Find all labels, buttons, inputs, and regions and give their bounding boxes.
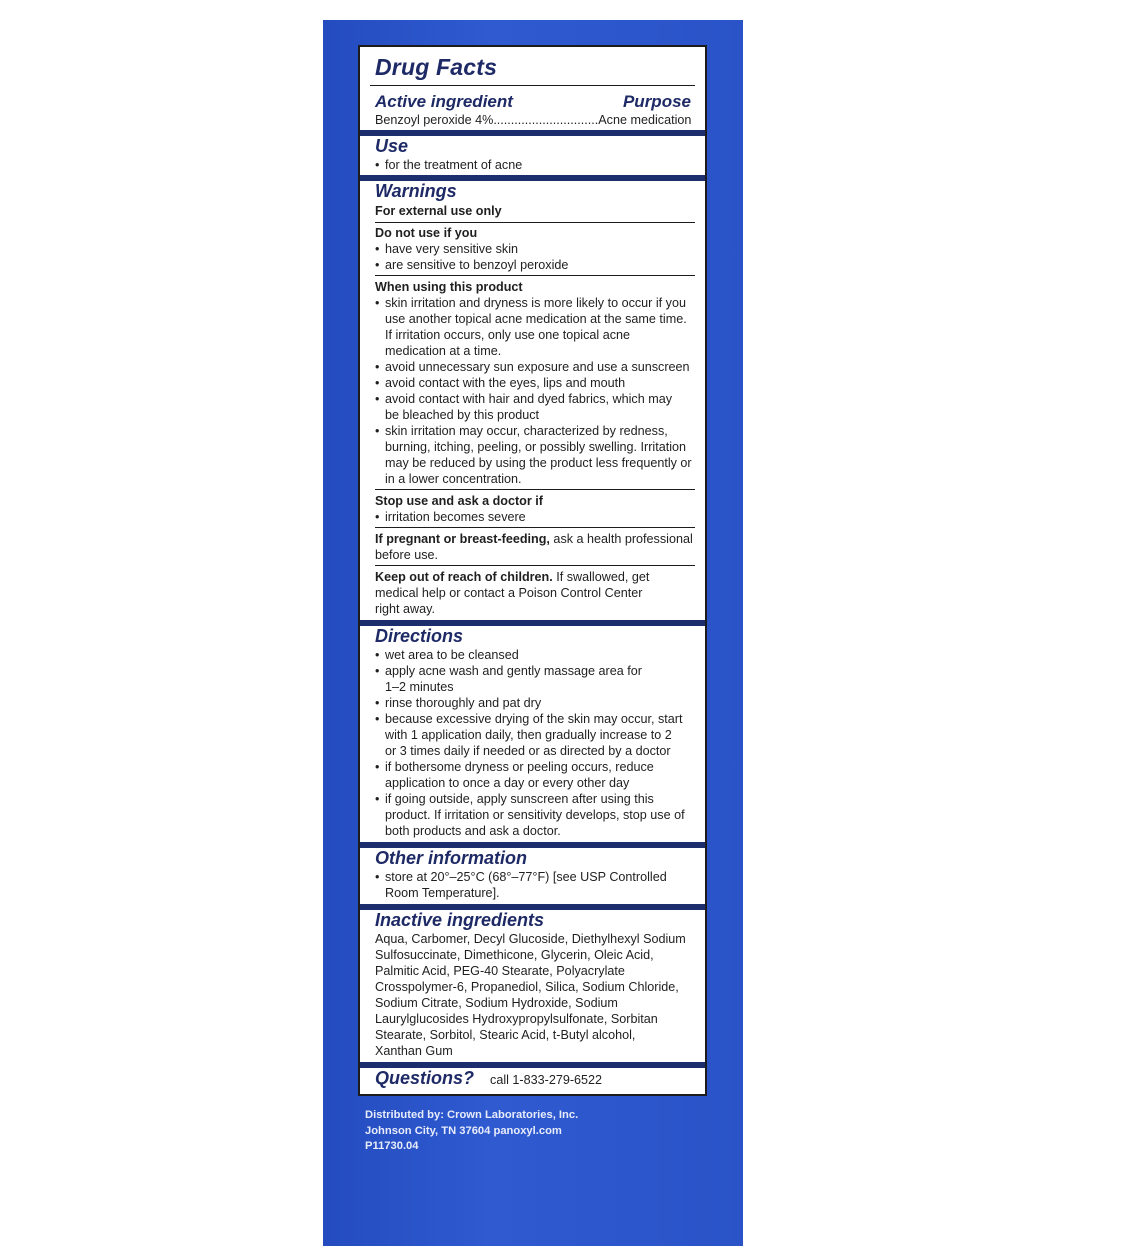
directions-line: 1–2 minutes xyxy=(385,680,454,694)
inactive-ingredients-line: Stearate, Sorbitol, Stearic Acid, t-Butyl alcohol, xyxy=(375,1028,636,1042)
questions-heading: Questions? xyxy=(375,1068,475,1088)
distributor-line: Distributed by: Crown Laboratories, Inc. xyxy=(365,1109,579,1121)
inactive-ingredients-line: Aqua, Carbomer, Decyl Glucoside, Diethylhexyl Sodium xyxy=(375,932,686,946)
when-using-line: medication at a time. xyxy=(385,344,502,358)
do-not-use-item: • have very sensitive skin xyxy=(375,241,691,257)
purpose-heading: Purpose xyxy=(622,92,691,111)
when-using-line: burning, itching, peeling, or possibly swelling. Irritation xyxy=(385,440,687,454)
divider xyxy=(375,565,695,566)
directions-line: both products and ask a doctor. xyxy=(385,824,561,838)
use-item: • for the treatment of acne xyxy=(375,157,691,173)
inactive-ingredients-line: Crosspolymer-6, Propanediol, Silica, Sodium Chloride, xyxy=(375,980,679,994)
do-not-use-item: • are sensitive to benzoyl peroxide xyxy=(375,257,691,273)
divider xyxy=(375,275,695,276)
active-ingredient-section xyxy=(360,92,705,128)
when-using-line: • skin irritation and dryness is more likely to occur if you xyxy=(375,295,691,311)
directions-line: product. If irritation or sensitivity develops, stop use of xyxy=(385,808,685,822)
other-info-line: • store at 20°–25°C (68°–77°F) [see USP Controlled xyxy=(375,869,691,885)
product-code: P11730.04 xyxy=(365,1140,419,1152)
keep-out-line xyxy=(375,569,691,585)
directions-heading: Directions xyxy=(375,626,464,646)
directions-line: • if going outside, apply sunscreen after using this xyxy=(375,791,691,807)
active-ingredient-purpose: Acne medication xyxy=(598,113,691,127)
inactive-ingredients-line: Laurylglucosides Hydroxypropylsulfonate, Sorbitan xyxy=(375,1012,658,1026)
divider xyxy=(375,489,695,490)
when-using-line: • skin irritation may occur, characterized by redness, xyxy=(375,423,691,439)
use-section xyxy=(360,136,705,173)
pregnant-line-2: before use. xyxy=(375,548,439,562)
active-ingredient-name: Benzoyl peroxide 4% xyxy=(375,113,494,127)
pregnant-section xyxy=(360,531,705,563)
stop-use-section xyxy=(360,493,705,525)
other-info-line: Room Temperature]. xyxy=(385,886,500,900)
active-ingredient-row xyxy=(375,112,691,128)
directions-line: application to once a day or every other day xyxy=(385,776,630,790)
directions-line: • wet area to be cleansed xyxy=(375,647,691,663)
questions-section xyxy=(360,1068,705,1089)
inactive-ingredients-line: Sodium Citrate, Sodium Hydroxide, Sodium xyxy=(375,996,618,1010)
when-using-section xyxy=(360,279,705,487)
warnings-section xyxy=(360,181,705,219)
directions-section xyxy=(360,626,705,839)
when-using-line: in a lower concentration. xyxy=(385,472,522,486)
directions-line: with 1 application daily, then gradually increase to 2 xyxy=(385,728,672,742)
directions-line: • apply acne wash and gently massage area for xyxy=(375,663,691,679)
pregnant-line xyxy=(375,531,691,547)
external-use-note: For external use only xyxy=(375,204,502,218)
warnings-heading: Warnings xyxy=(375,181,457,201)
keep-out-line-3: right away. xyxy=(375,602,435,616)
directions-line: or 3 times daily if needed or as directed by a doctor xyxy=(385,744,671,758)
when-using-line: If irritation occurs, only use one topical acne xyxy=(385,328,631,342)
stop-use-heading: Stop use and ask a doctor if xyxy=(375,494,543,508)
when-using-line: be bleached by this product xyxy=(385,408,540,422)
leader-dots: .............................. xyxy=(493,113,599,127)
when-using-line: may be reduced by using the product less frequently or xyxy=(385,456,692,470)
divider xyxy=(375,222,695,223)
pregnant-bold: If pregnant or breast-feeding, xyxy=(375,532,550,546)
divider xyxy=(370,85,695,86)
keep-out-section xyxy=(360,569,705,617)
do-not-use-heading: Do not use if you xyxy=(375,226,478,240)
distributor-info xyxy=(365,1108,578,1155)
drug-facts-title: Drug Facts xyxy=(375,54,498,80)
keep-out-rest: If swallowed, get xyxy=(552,570,650,584)
keep-out-line-2: medical help or contact a Poison Control Center xyxy=(375,586,643,600)
directions-line: • if bothersome dryness or peeling occurs, reduce xyxy=(375,759,691,775)
other-info-section xyxy=(360,848,705,901)
inactive-ingredients-section xyxy=(360,910,705,1059)
do-not-use-section xyxy=(360,225,705,273)
use-heading: Use xyxy=(375,136,409,156)
inactive-ingredients-line: Palmitic Acid, PEG-40 Stearate, Polyacrylate xyxy=(375,964,625,978)
directions-line: • rinse thoroughly and pat dry xyxy=(375,695,691,711)
when-using-line: • avoid contact with the eyes, lips and mouth xyxy=(375,375,691,391)
questions-phone: call 1-833-279-6522 xyxy=(490,1073,603,1087)
inactive-ingredients-line: Xanthan Gum xyxy=(375,1044,453,1058)
divider xyxy=(375,527,695,528)
inactive-ingredients-line: Sulfosuccinate, Dimethicone, Glycerin, Oleic Acid, xyxy=(375,948,654,962)
inactive-ingredients-heading: Inactive ingredients xyxy=(375,910,545,930)
when-using-line: • avoid contact with hair and dyed fabrics, which may xyxy=(375,391,691,407)
when-using-line: • avoid unnecessary sun exposure and use a sunscreen xyxy=(375,359,691,375)
distributor-line: Johnson City, TN 37604 panoxyl.com xyxy=(365,1124,562,1137)
stop-use-item: • irritation becomes severe xyxy=(375,509,691,525)
drug-facts-title-section xyxy=(360,54,705,81)
when-using-heading: When using this product xyxy=(375,280,523,294)
drug-facts-box xyxy=(358,45,707,1096)
keep-out-bold: Keep out of reach of children. xyxy=(375,570,553,584)
other-info-heading: Other information xyxy=(375,848,527,868)
when-using-line: use another topical acne medication at the same time. xyxy=(385,312,687,326)
pregnant-rest: ask a health professional xyxy=(549,532,693,546)
directions-line: • because excessive drying of the skin may occur, start xyxy=(375,711,691,727)
active-ingredient-heading: Active ingredient xyxy=(375,92,513,111)
